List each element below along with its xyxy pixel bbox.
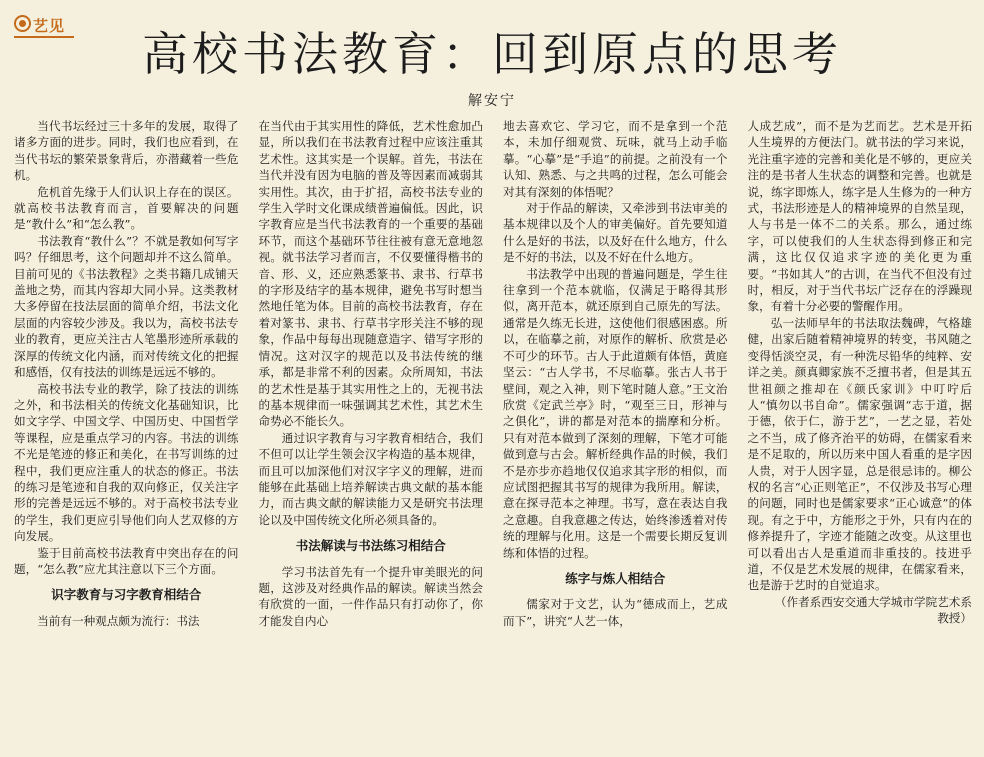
column-4 xyxy=(748,118,973,750)
section-heading: 书法解读与书法练习相结合 xyxy=(295,538,446,554)
author-note: （作者系西安交通大学城市学院艺术系教授） xyxy=(774,594,972,626)
section-heading: 识字教育与习字教育相结合 xyxy=(51,587,202,603)
byline: 解安宁 xyxy=(468,93,516,109)
section-heading: 练字与炼人相结合 xyxy=(565,570,666,586)
paragraph: 当前有一种观点颇为流行：书法 xyxy=(37,613,200,628)
column-1 xyxy=(14,118,239,750)
column-2 xyxy=(259,118,484,750)
paragraph: 当代书坛经过三十多年的发展，取得了诸多方面的进步。同时，我们也应看到，在当代书坛的繁荣景象背后，亦潜藏着一些危机。 xyxy=(14,119,239,183)
paragraph: 高校书法专业的教学，除了技法的训练之外，和书法相关的传统文化基础知识，比如文字学、中国文学、中国历史、中国哲学等课程，应是重点学习的内容。书法的训练不光是笔迹的修正和美化，在书写训练的过程中，我们更应注重人的状态的修正。书法的练习是笔迹和自我的双向修正，仅关注字形的完善是远远不够的。对于高校书法专业的学生，我们更应引导他们向人艺双修的方向发展。 xyxy=(14,381,239,544)
paragraph: 学习书法首先有一个提升审美眼光的问题，这涉及对经典作品的解读。解读当然会有欣赏的一面，一件作品只有打动你了，你才能发自内心 xyxy=(258,564,483,628)
paragraph-continued: 在当代由于其实用性的降低，艺术性愈加凸显，所以我们在书法教育过程中应该注重其艺术性。这其实是一个误解。首先，书法在当代并没有因为电脑的普及等因素而减弱其实用性。其次，由于扩招，高校书法专业的学生入学时文化课成绩普遍偏低。因此，识字教育应是当代书法教育的一个重要的基础环节，而这个基础环节往往被有意无意地忽视。就书法学习者而言，不仅要懂得楷书的音、形、义，还应熟悉篆书、隶书、行草书的字形及结字的基本规律，避免书写时想当然地任笔为体。目前的高校书法教育，存在着对篆书、隶书、行草书字形关注不够的现象，作品中每每出现随意造字、错写字形的情况。这对汉字的规范以及书法传统的继承，都是非常不利的因素。众所周知，书法的艺术性是基于其实用性之上的，无视书法的基本规律而一味强调其艺术性，其艺术生命势必不能长久。 xyxy=(258,119,483,429)
paragraph: 书法教育“教什么”？不就是教如何写字吗？仔细思考，这个问题却并不这么简单。目前可见的《书法教程》之类书籍几成铺天盖地之势，而其内容却大同小异。这类教材大多停留在技法层面的简单介绍，书法文化层面的内容较少涉及。我以为，高校书法专业的教育，更应关注古人笔墨形迹所承载的深厚的传统文化内涵，而对传统文化的把握和感悟，仅有技法的训练是远远不够的。 xyxy=(14,233,239,380)
paragraph: 书法教学中出现的普遍问题是，学生往往拿到一个范本就临，仅满足于略得其形似，离开范本，就还原到自己原先的写法。通常是久练无长进，这使他们很感困惑。所以，在临摹之前，对原作的解析、欣赏是必不可少的环节。古人于此道颇有体悟，黄庭坚云：“古人学书，不尽临摹。张古人书于壁间，观之入神，则下笔时随人意。”王文治欣赏《定武兰亭》时，“观至三日，形神与之俱化”，讲的都是对范本的揣摩和分析。只有对范本做到了深刻的理解，下笔才可能做到意与古会。解析经典作品的时候，我们不是亦步亦趋地仅仅追求其字形的相似，而应试图把握其书写的规律为我所用。解读，意在探寻范本之神理。书写，意在表达自我之意趣。自我意趣之传达，始终渗透着对传统的理解与化用。这是一个需要长期反复训练和体悟的过程。 xyxy=(503,266,728,560)
paragraph: 弘一法师早年的书法取法魏碑，气格雄健，出家后随着精神境界的转变，书风随之变得恬淡空灵，有一种洗尽铅华的纯粹、安详之美。颜真卿家族不乏擅书者，但是其五世祖颜之推却在《颜氏家训》中叮咛后人“慎勿以书自命”。儒家强调“志于道，据于德，依于仁，游于艺”，一艺之显，若处之不当，成了修齐治平的妨碍，在儒家看来是不足取的，所以历来中国人看重的是字因人贵，对于人因字显，总是很忌讳的。柳公权的名言“心正则笔正”，不仅涉及书写心理的问题，同时也是儒家要求“正心诚意”的体现。有之于中，方能形之于外，只有内在的修养提升了，字迹才能随之改变。从这里也可以看出古人是重道而非重技的。技进乎道，不仅是艺术发展的规律，在儒家看来，也是游于艺时的自觉追求。 xyxy=(747,315,972,593)
article-body xyxy=(14,118,972,750)
paragraph: 儒家对于文艺，认为“德成而上，艺成而下”，讲究“人艺一体， xyxy=(503,597,728,628)
headline: 高校书法教育：回到原点的思考 xyxy=(142,27,842,81)
paragraph: 通过识字教育与习字教育相结合，我们不但可以让学生领会汉字构造的基本规律，而且可以加深他们对汉字字义的理解，进而能够在此基础上培养解读古典文献的基本能力，而古典文献的解读能力又是研究书法理论以及中国传统文化所必须具备的。 xyxy=(258,430,483,527)
paragraph-continued: 人成艺成”，而不是为艺而艺。艺术是开拓人生境界的方便法门。就书法的学习来说，光注重字迹的完善和美化是不够的，更应关注的是书者人生状态的调整和完善。也就是说，练字即炼人，练字是人生修为的一种方式，书法形迹是人的精神境界的自然呈现，人与书是一体不二的关系。那么，通过练字，可以使我们的人生状态得到修正和完满，这比仅仅追求字迹的美化更为重要。“书如其人”的古训，在当代不但没有过时，相反，对于当代书坛广泛存在的浮躁现象，有着十分必要的警醒作用。 xyxy=(747,119,972,314)
paragraph: 危机首先缘于人们认识上存在的误区。就高校书法教育而言，首要解决的问题是“教什么”和“怎么教”。 xyxy=(14,184,239,232)
column-tag-label: 艺见 xyxy=(33,17,66,35)
paragraph: 对于作品的解读，又牵涉到书法审美的基本规律以及个人的审美偏好。首先要知道什么是好的书法，以及好在什么地方，什么是不好的书法，以及不好在什么地方。 xyxy=(503,201,728,265)
paragraph-continued: 地去喜欢它、学习它，而不是拿到一个范本，未加仔细观赏、玩味，就马上动手临摹。“心摹”是“手追”的前提。之前没有一个认知、熟悉、与之共鸣的过程，怎么可能会对其有深刻的体悟呢？ xyxy=(503,119,728,199)
column-3 xyxy=(503,118,728,750)
paragraph: 鉴于目前高校书法教育中突出存在的问题，“怎么教”应尤其注意以下三个方面。 xyxy=(14,545,239,576)
